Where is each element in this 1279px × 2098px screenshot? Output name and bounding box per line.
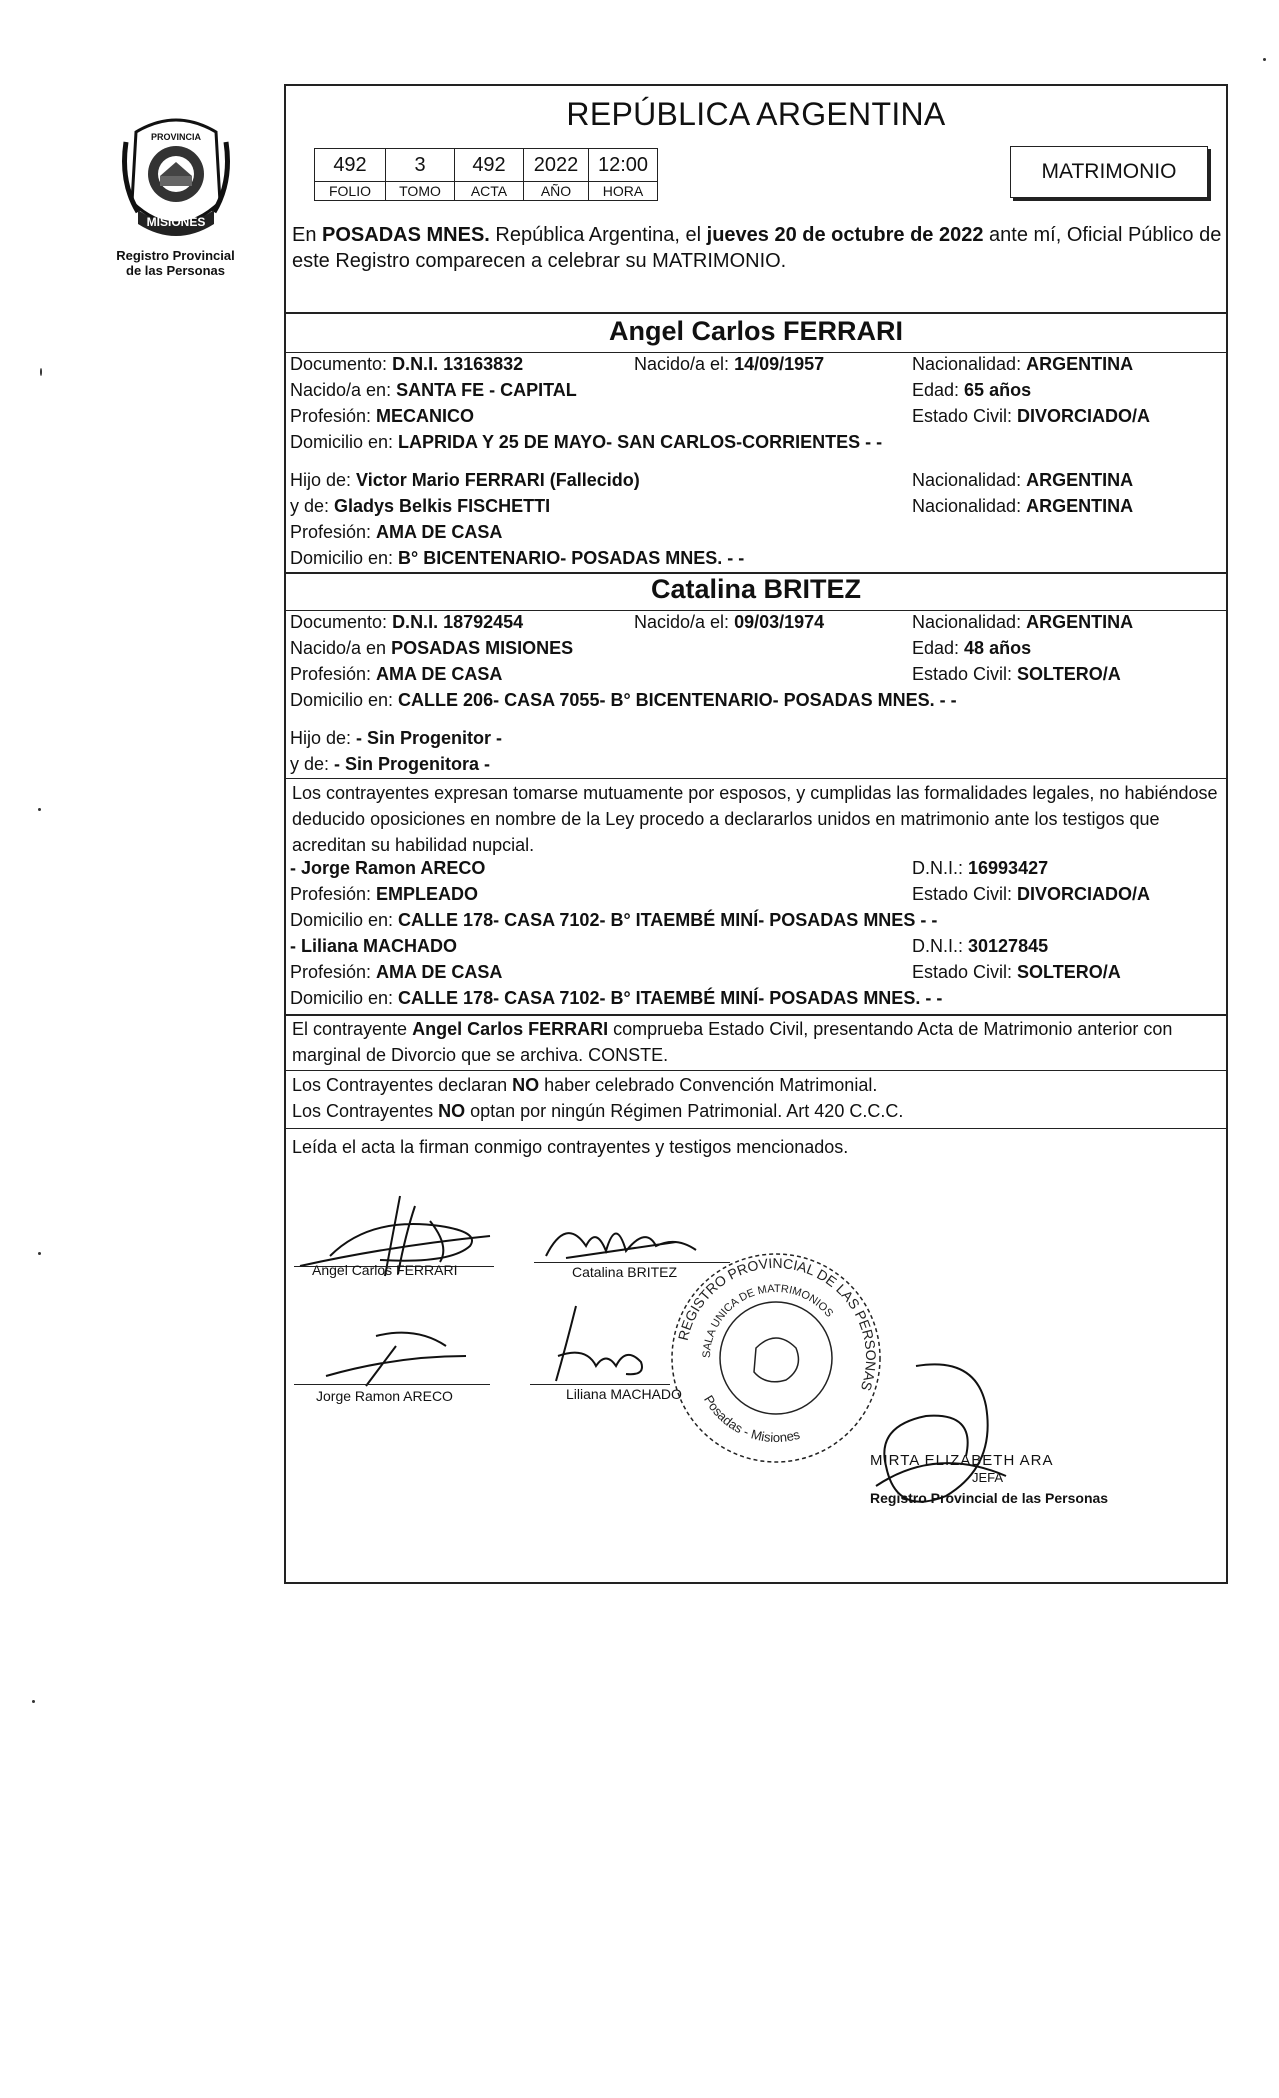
c2-nacido: Nacido/a el: 09/03/1974 — [634, 612, 825, 632]
acta-value: 492 — [455, 149, 524, 182]
scan-speck — [38, 1252, 41, 1255]
c2-documento: Documento: D.N.I. 18792454 — [290, 612, 524, 632]
convencion-text: Los Contrayentes declaran NO haber celebrado Convención Matrimonial. — [292, 1075, 878, 1095]
svg-text:SALA UNICA DE MATRIMONIOS: SALA UNICA DE MATRIMONIOS — [700, 1282, 836, 1359]
c1-domicilio: Domicilio en: LAPRIDA Y 25 DE MAYO- SAN CARLOS-CORRIENTES - - — [290, 432, 883, 452]
testigo2-dni: D.N.I.: 30127845 — [912, 936, 1049, 956]
testigo1-estado: Estado Civil: DIVORCIADO/A — [912, 884, 1151, 904]
anio-value: 2022 — [524, 149, 589, 182]
c1-madre-dom: Domicilio en: B° BICENTENARIO- POSADAS MNES. - - — [290, 548, 745, 568]
c1-estado: Estado Civil: DIVORCIADO/A — [912, 406, 1151, 426]
svg-text:MISIONES: MISIONES — [146, 215, 205, 229]
c1-edad: Edad: 65 años — [912, 380, 1032, 400]
c1-profesion: Profesión: MECANICO — [290, 406, 475, 426]
c1-madre: y de: Gladys Belkis FISCHETTI — [290, 496, 551, 516]
section-divider — [286, 312, 1226, 314]
tomo-label: TOMO — [386, 182, 455, 201]
scan-speck — [32, 1700, 35, 1703]
logo-caption: Registro Provincial de las Personas — [116, 248, 235, 278]
c1-madre-prof: Profesión: AMA DE CASA — [290, 522, 503, 542]
marriage-certificate — [284, 84, 1228, 1584]
contrayente1-name: Angel Carlos FERRARI — [608, 316, 904, 346]
section-divider — [286, 1128, 1226, 1129]
section-divider — [286, 1070, 1226, 1071]
testigo1-domicilio: Domicilio en: CALLE 178- CASA 7102- B° ITAEMBÉ MINÍ- POSADAS MNES - - — [290, 910, 938, 930]
registry-table — [314, 148, 658, 201]
c2-madre: y de: - Sin Progenitora - — [290, 754, 491, 774]
provincial-seal-icon — [116, 112, 236, 244]
section-divider — [286, 352, 1226, 353]
svg-text:PROVINCIA: PROVINCIA — [150, 132, 201, 142]
act-type-box: MATRIMONIO — [1010, 146, 1208, 198]
c1-nacido: Nacido/a el: 14/09/1957 — [634, 354, 825, 374]
c2-profesion: Profesión: AMA DE CASA — [290, 664, 503, 684]
hora-value: 12:00 — [589, 149, 658, 182]
page-title: REPÚBLICA ARGENTINA — [566, 96, 946, 132]
testigo2-domicilio: Domicilio en: CALLE 178- CASA 7102- B° ITAEMBÉ MINÍ- POSADAS MNES. - - — [290, 988, 943, 1008]
folio-value: 492 — [315, 149, 386, 182]
regimen-text: Los Contrayentes NO optan por ningún Régimen Patrimonial. Art 420 C.C.C. — [292, 1101, 904, 1121]
c2-estado: Estado Civil: SOLTERO/A — [912, 664, 1121, 684]
signature-line — [530, 1384, 670, 1385]
c2-nacionalidad: Nacionalidad: ARGENTINA — [912, 612, 1134, 632]
tomo-value: 3 — [386, 149, 455, 182]
signature-line — [294, 1384, 490, 1385]
c1-documento: Documento: D.N.I. 13163832 — [290, 354, 524, 374]
testigo2-estado: Estado Civil: SOLTERO/A — [912, 962, 1121, 982]
c1-lugar: Nacido/a en: SANTA FE - CAPITAL — [290, 380, 577, 400]
c2-padre: Hijo de: - Sin Progenitor - — [290, 728, 503, 748]
registry-stamp — [666, 1248, 886, 1468]
cierre-text: Leída el acta la firman conmigo contrayentes y testigos mencionados. — [292, 1137, 849, 1157]
signature-caption-areco: Jorge Ramon ARECO — [316, 1388, 453, 1404]
contrayente2-name: Catalina BRITEZ — [650, 574, 862, 604]
anio-label: AÑO — [524, 182, 589, 201]
registry-logo — [108, 112, 243, 278]
signature-caption-machado: Liliana MACHADO — [566, 1386, 682, 1402]
c1-padre: Hijo de: Victor Mario FERRARI (Fallecido) — [290, 470, 640, 490]
section-divider — [286, 778, 1226, 779]
svg-text:Posadas - Misiones: Posadas - Misiones — [701, 1392, 802, 1446]
intro-text: En POSADAS MNES. República Argentina, el jueves 20 de octubre de 2022 ante mí, Oficial Público de este Registro comparecen a celebrar su MATRIMONIO. — [292, 224, 1222, 272]
signature-machado — [516, 1296, 676, 1396]
hora-label: HORA — [589, 182, 658, 201]
c2-lugar: Nacido/a en POSADAS MISIONES — [290, 638, 574, 658]
scan-speck — [1263, 58, 1266, 61]
testigo2-name: - Liliana MACHADO — [290, 936, 458, 956]
oficial-registro: Registro Provincial de las Personas — [870, 1490, 1109, 1506]
c1-madre-nac: Nacionalidad: ARGENTINA — [912, 496, 1134, 516]
section-divider — [286, 610, 1226, 611]
testigo1-name: - Jorge Ramon ARECO — [290, 858, 486, 878]
oficial-name: MIRTA ELIZABETH ARA — [870, 1452, 1054, 1469]
testigo1-dni: D.N.I.: 16993427 — [912, 858, 1049, 878]
c2-edad: Edad: 48 años — [912, 638, 1032, 658]
acta-label: ACTA — [455, 182, 524, 201]
signature-caption-britez: Catalina BRITEZ — [572, 1264, 678, 1280]
folio-label: FOLIO — [315, 182, 386, 201]
signature-ferrari — [290, 1176, 510, 1296]
testigo1-profesion: Profesión: EMPLEADO — [290, 884, 479, 904]
nota-estado-civil: El contrayente Angel Carlos FERRARI comprueba Estado Civil, presentando Acta de Matrimonio anterior con marginal de Divorcio que se archiva. CONSTE. — [292, 1019, 1173, 1065]
svg-text:REGISTRO PROVINCIAL DE LAS PER: REGISTRO PROVINCIAL DE LAS PERSONAS — [674, 1254, 880, 1393]
declaracion-text: Los contrayentes expresan tomarse mutuamente por esposos, y cumplidas las formalidades legales, no habiéndose deducido oposiciones en nombre de la Ley procedo a declararlos unidos en matrimonio ante los testigos que acreditan su habilidad nupcial. — [292, 783, 1218, 855]
c1-nacionalidad: Nacionalidad: ARGENTINA — [912, 354, 1134, 374]
c1-padre-nac: Nacionalidad: ARGENTINA — [912, 470, 1134, 490]
signature-caption-ferrari: Angel Carlos FERRARI — [312, 1262, 458, 1278]
testigo2-profesion: Profesión: AMA DE CASA — [290, 962, 503, 982]
scan-speck — [40, 368, 42, 376]
c2-domicilio: Domicilio en: CALLE 206- CASA 7055- B° BICENTENARIO- POSADAS MNES. - - — [290, 690, 957, 710]
oficial-cargo: JEFA — [972, 1470, 1004, 1485]
scan-speck — [38, 808, 41, 811]
